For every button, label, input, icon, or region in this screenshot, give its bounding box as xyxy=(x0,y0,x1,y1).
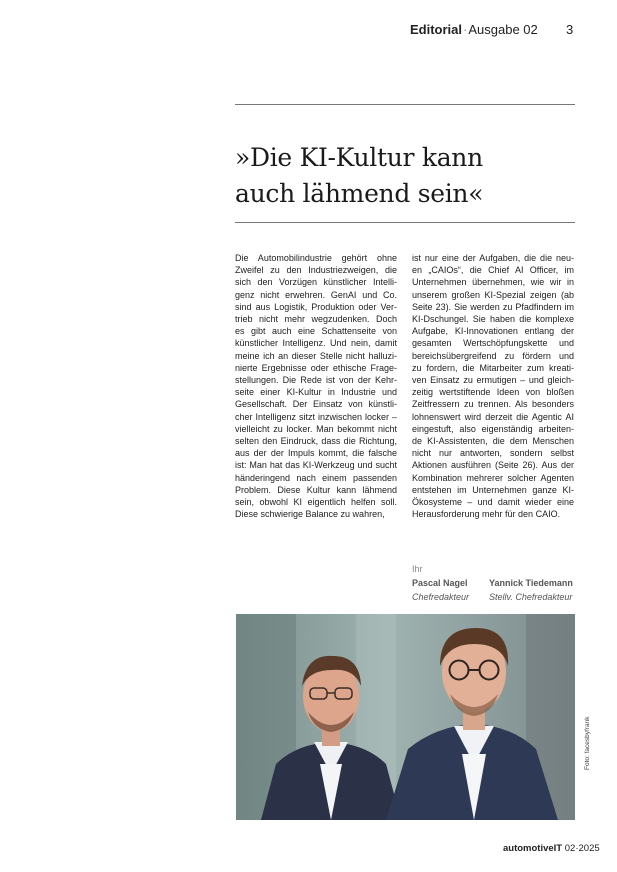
brand-name: automotiveIT xyxy=(503,843,563,854)
title-line: auch lähmend sein« xyxy=(235,179,484,208)
page-number: 3 xyxy=(566,22,574,37)
body-text-line: trieb nicht mehr wegzudenken. Doch xyxy=(235,314,397,325)
body-text-line: nierte Ergebnisse oder ethische Frage- xyxy=(235,362,397,373)
body-text-line: gesamten Wertschöpfungskette und xyxy=(412,338,574,349)
body-text-line: Aktionen ausführen (Seite 26). Aus der xyxy=(412,460,574,471)
body-text-line: Kombination mehrerer solcher Agenten xyxy=(412,472,574,483)
page-footer xyxy=(503,843,600,854)
body-text-line: lohnenswert wird derzeit die Agentic AI xyxy=(412,411,574,422)
body-text-line: entstehen im Unternehmen ganze KI- xyxy=(412,484,574,495)
body-text-line: sein, obwohl KI eigentlich helfen soll. xyxy=(235,497,397,508)
section-label: Editorial xyxy=(410,22,463,37)
body-column-left xyxy=(235,252,397,520)
author-role: Stellv. Chefredakteur xyxy=(489,592,573,602)
title-divider xyxy=(235,222,575,223)
header-separator: · xyxy=(463,22,468,37)
title-line: »Die KI-Kultur kann xyxy=(235,143,483,172)
body-column-right xyxy=(412,252,574,520)
footer-issue: 02 xyxy=(564,843,576,854)
body-text-line: sind aus Logistik, Produktion oder Ver- xyxy=(235,301,397,312)
body-text-line: es gibt auch eine Schattenseite von xyxy=(235,326,397,337)
body-text-line: Unternehmen übernehmen, wie wir in xyxy=(412,277,574,288)
footer-year: 2025 xyxy=(578,843,600,854)
body-text-line: KI-Dschungel. Sie haben die komplexe xyxy=(412,314,574,325)
body-text-line: ist nur eine der Aufgaben, die die neu- xyxy=(412,253,574,263)
body-text-line: Ökosysteme – und damit wieder eine xyxy=(412,497,574,508)
signature-salutation: Ihr xyxy=(412,564,423,574)
body-text-line: Herausforderung mehr für den CAIO. xyxy=(412,509,561,520)
body-text-line: ven Einsatz zu ermutigen – und gleich- xyxy=(412,375,574,386)
photo-credit: Foto: facesbyfrank xyxy=(584,716,591,770)
body-text-line: Diese schwierige Balance zu wahren, xyxy=(235,509,385,520)
author-name: Pascal Nagel xyxy=(412,578,468,588)
body-text-line: cher Intelligenz sitzt inzwischen locker – xyxy=(235,411,397,422)
body-text-line: sich den Vorzügen künstlicher Intelli- xyxy=(235,277,397,288)
top-divider xyxy=(235,104,575,105)
body-text-line: stellungen. Die Rede ist von der Kehr- xyxy=(235,375,397,386)
body-text-line: zeitig wertstiftende Ideen von bloßen xyxy=(412,387,574,398)
body-text-line: en „CAIOs“, die Chief AI Officer, im xyxy=(412,265,574,276)
body-text-line: de KI-Assistenten, die dem Menschen xyxy=(412,436,574,447)
article-title xyxy=(235,140,580,212)
body-text-line: künstlicher Intelligenz. Und nein, damit xyxy=(235,338,397,349)
footer-separator: · xyxy=(575,843,579,854)
body-text-line: Gesellschaft. Der Einsatz von künstli- xyxy=(235,399,397,410)
body-text-line: bereichsübergreifend zu fördern und xyxy=(412,350,574,361)
author-role: Chefredakteur xyxy=(412,592,470,602)
body-text-line: händeringend nach einem passenden xyxy=(235,472,397,483)
body-text-line: aus der der Impuls kommt, die falsche xyxy=(235,448,397,459)
body-text-line: Aufgabe, KI-Innovationen entlang der xyxy=(412,326,574,337)
body-text-line: genz nicht erwehren. GenAI und Co. xyxy=(235,289,397,300)
body-text-line: selten den Eindruck, dass die Richtung, xyxy=(235,436,397,447)
body-text-line: Zweifel zu den Industriezweigen, die xyxy=(235,265,397,276)
running-header xyxy=(410,22,538,37)
body-text-line: Die Automobilindustrie gehört ohne xyxy=(235,253,397,263)
body-text-line: Zeitfressern zu trennen. Als besonders xyxy=(412,399,574,410)
editors-photo xyxy=(236,614,575,820)
issue-label: Ausgabe 02 xyxy=(468,22,538,37)
body-text-line: zu fordern, die Mitarbeiter zum kreati- xyxy=(412,362,574,373)
body-text-line: vielleicht zu locker. Man bekommt nicht xyxy=(235,423,397,434)
body-text-line: unserem großen KI-Spezial zeigen (ab xyxy=(412,289,574,300)
body-text-line: Problem. Diese Kultur kann lähmend xyxy=(235,484,397,495)
body-text-line: Seite 23). Sie werden zu Pfadfindern im xyxy=(412,301,574,312)
body-text-line: nicht nur antworten, sondern selbst xyxy=(412,448,574,459)
body-text-line: meine ich an dieser Stelle nicht halluzi- xyxy=(235,350,397,361)
body-text-line: eingestuft, also eigenständig arbeiten- xyxy=(412,423,574,434)
author-name: Yannick Tiedemann xyxy=(489,578,573,588)
body-text-line: ist: Man hat das KI-Werkzeug und sucht xyxy=(235,460,397,471)
body-text-line: seite einer KI-Kultur in Industrie und xyxy=(235,387,397,398)
